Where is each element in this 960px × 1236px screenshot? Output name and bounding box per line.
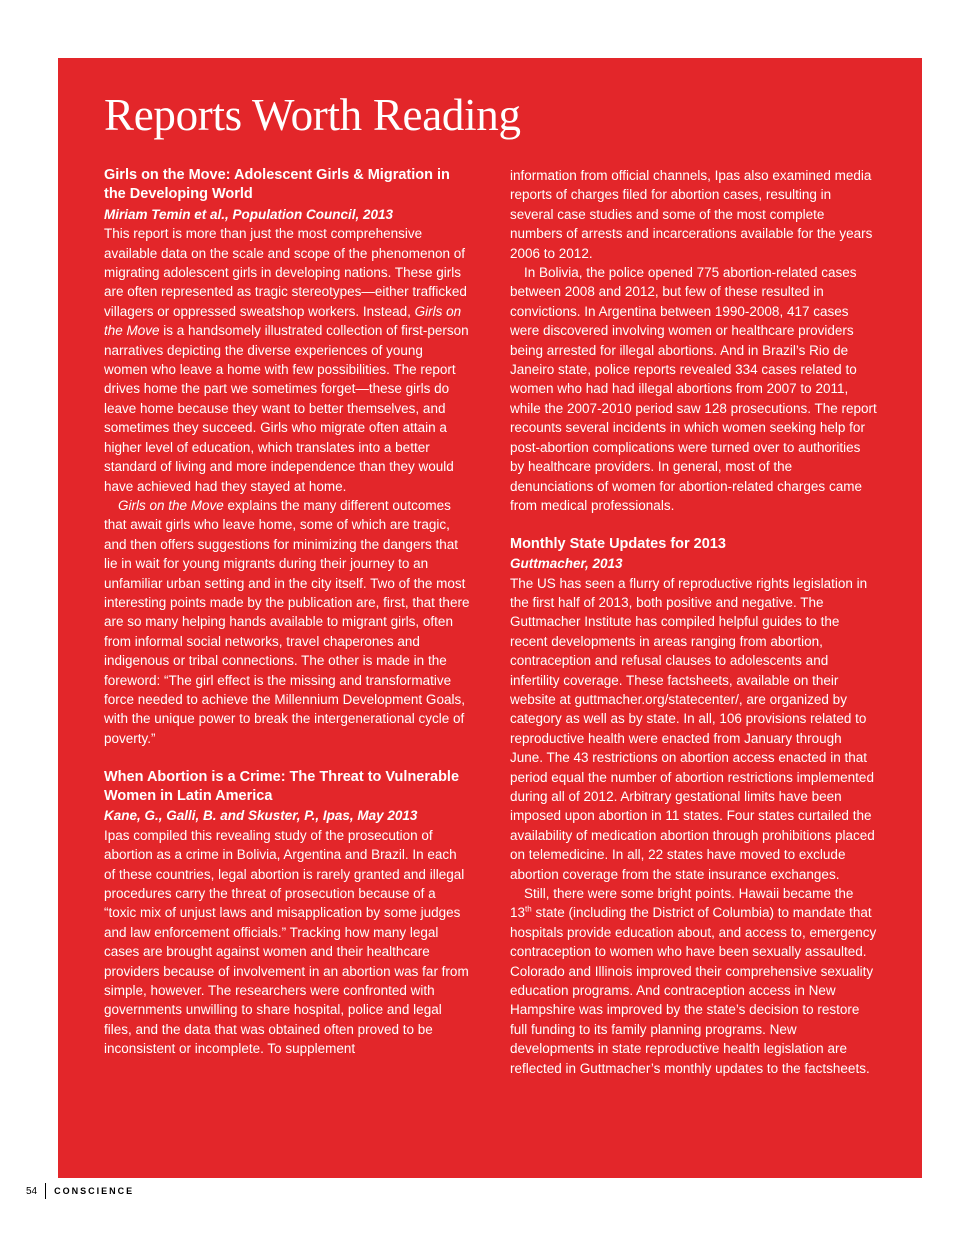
article-byline: Kane, G., Galli, B. and Skuster, P., Ipas, May 2013 bbox=[104, 808, 418, 824]
article-paragraph: information from official channels, Ipas also examined media reports of charges filed for abortion cases, resulting in several case studies and some of the most complete numbers of arrests and incarcerations available for the years 2006 to 2012. bbox=[510, 168, 873, 261]
article-paragraph: Ipas compiled this revealing study of the prosecution of abortion as a crime in Bolivia, Argentina and Brazil. In each of these countries, legal abortion is rarely granted and illegal procedures carry the threat of prosecution because of a “toxic mix of unjust laws and misapplication by some judges and law enforcement officials.” Tracking how many legal cases are brought against women and their healthcare providers because of involvement in an abortion was far from simple, however. The researchers were confronted with governments unwilling to share hospital, police and legal files, and the data that was obtained often proved to be inconsistent or incomplete. To supplement bbox=[104, 827, 469, 1057]
article-heading: Monthly State Updates for 2013 bbox=[510, 535, 726, 552]
article-byline: Miriam Temin et al., Population Council, 2013 bbox=[104, 206, 394, 222]
right-column bbox=[510, 166, 878, 1078]
page-number: 54 bbox=[26, 1185, 38, 1197]
article-paragraph: This report is more than just the most comprehensive available data on the scale and scope of the phenomenon of migrating adolescent girls in developing nations. These girls are often represented as tragic stereotypes—either trafficked villagers or oppressed sweatshop workers. Instead, Girls on the Move is a handsomely illustrated collection of first-person narratives depicting the diverse experiences of young women who leave a home with few possibilities. The report drives home the part we sometimes forget—these girls do leave home because they want to better themselves, and sometimes they succeed. Girls who migrate often attain a higher level of education, which translates into a better standard of living and more independence than they would have achieved had they stayed at home. bbox=[104, 226, 469, 494]
magazine-name: CONSCIENCE bbox=[54, 1186, 135, 1196]
article-monthly-state-updates bbox=[510, 535, 878, 1078]
page-title: Reports Worth Reading bbox=[104, 90, 521, 140]
article-heading: Girls on the Move: Adolescent Girls & Migration in the Developing World bbox=[104, 167, 450, 203]
page-footer bbox=[26, 1183, 134, 1199]
article-paragraph: Still, there were some bright points. Hawaii became the 13th state (including the District of Columbia) to mandate that hospitals provide education about, and access to, emergency contraception to women who have been sexually assaulted. Colorado and Illinois improved their comprehensive sexuality education programs. And contraception access in New Hampshire was improved by the state’s decision to restore full funding to its family planning programs. New developments in state reproductive health legislation are reflected in Guttmacher’s monthly updates to the factsheets. bbox=[510, 886, 877, 1076]
article-when-abortion-is-a-crime-continued bbox=[510, 166, 878, 515]
article-byline: Guttmacher, 2013 bbox=[510, 556, 623, 572]
article-paragraph: The US has seen a flurry of reproductive rights legislation in the first half of 2013, both positive and negative. The Guttmacher Institute has compiled helpful guides to the recent developments in areas ranging from abortion, contraception and refusal clauses to adolescents and infertility coverage. These factsheets, available on their website at guttmacher.org/statecenter/, are organized by category as well as by state. In all, 106 provisions related to reproductive health were enacted from January through June. The 43 restrictions on abortion access enacted in that period equal the number of abortion restrictions implemented during all of 2012. Arbitrary gestational limits have been imposed upon abortion in 11 states. Four states curtailed the availability of medication abortion through prohibitions placed on telemedicine. In all, 22 states have moved to exclude abortion coverage from the state insurance exchanges. bbox=[510, 575, 875, 882]
article-paragraph: Girls on the Move explains the many different outcomes that await girls who leave home, some of which are tragic, and then offers suggestions for minimizing the dangers that lie in wait for young migrants during their journey to an unfamiliar urban setting and in the city itself. Two of the most interesting points made by the publication are, first, that there are so many helping hands available to migrant girls, often from informal social networks, travel chaperones and indigenous or tribal connections. The other is made in the foreword: “The girl effect is the missing and transformative force needed to achieve the Millennium Development Goals, with the unique power to break the intergenerational cycle of poverty.” bbox=[104, 497, 470, 746]
article-paragraph: In Bolivia, the police opened 775 abortion-related cases between 2008 and 2012, but few of these resulted in convictions. In Argentina between 1990-2008, 417 cases were discovered involving women or healthcare providers being arrested for illegal abortions. And in Brazil’s Rio de Janeiro state, police reports revealed 334 cases related to women who had had illegal abortions from 2007 to 2011, while the 2007-2010 period saw 128 prosecutions. The report recounts several incidents in which women seeking help for post-abortion complications were turned over to authorities by healthcare providers. In general, most of the denunciations of women for abortion-related charges came from medical professionals. bbox=[510, 265, 877, 513]
article-heading: When Abortion is a Crime: The Threat to Vulnerable Women in Latin America bbox=[104, 768, 460, 804]
article-when-abortion-is-a-crime bbox=[104, 768, 470, 1059]
left-column bbox=[104, 166, 470, 1059]
article-girls-on-the-move bbox=[104, 166, 470, 748]
